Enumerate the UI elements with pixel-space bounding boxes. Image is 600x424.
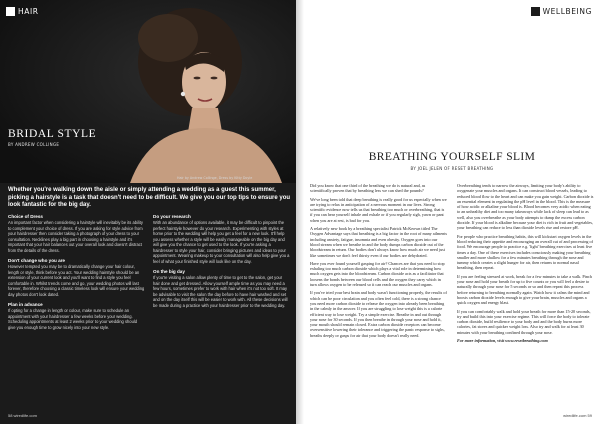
article-title: BRIDAL STYLE [8,128,97,140]
paragraph: If you're visiting a salon allow plenty of time to get to the salon, get your hair done and get dressed. Allow yourself ample time as you may need a few hours, sometimes prefer to work with hair when it's not too soft. It may be advisable to visit the salon the day before to have hair washed and set and on the day itself this will be easier to work with. All these decisions will be made during a practice with your hairdresser prior to the wedding day. [153,275,288,308]
article-title: BREATHING YOURSELF SLIM [368,151,536,163]
page-folio-left: 58 wiredlife.com [8,413,37,418]
article-lede: Whether you're walking down the aisle or simply attending a wedding as a guest this summer, picking a hairstyle is a task that doesn't need to be difficult. We give you our top tips to ensure you look fantastic for the big day. [8,187,291,209]
subheading-plan-in-advance: Plan in advance [8,302,43,307]
paragraph: We've long been told that deep breathing is really good for us especially when we are trying to relax in anticipation of a nervous moment in our lives. Strong scientific evidence now tells us that breathing too much or overbreathing, that is if you can hear yourself inhale and exhale or if you regularly sigh, yawn or pant when you are at rest, is bad for you. [310,196,447,223]
left-page-hair [0,0,296,424]
page-gutter [296,0,304,424]
section-marker-icon [6,7,15,16]
paragraph: With an abundance of options available, it may be difficult to pinpoint the perfect hairstyle however do your research. Experimenting with styles at home prior to the wedding will help you get a feel for a new look. It'll help you assess whether a style will be easily manageable on the big day and will give you the chance to get used to the look. If you're asking a hairdresser to style your hair, consider bringing pictures and ideas to your appointment. Wearing makeup to your consultation will also help give you a feel of what your finished style will look like on the day. [153,220,290,264]
paragraph: If you can comfortably walk and hold your breath for more than 15-20 seconds, try and build this into your exercise regime. This will force the body to tolerate carbon dioxide, build resilience to your body and and the body burns more calories, fat stores and quicker weight loss. Also try and walk for at least 30 minutes with your breathing confined through your nose. [457,308,591,335]
article-column-1 [310,183,447,346]
paragraph: If you've tried your best brain and body wasn't functioning properly, the results of which can be poor circulation and you often feel cold, there is a strong chance you need more carbon dioxide to release the oxygen into already been breathing in the calmly in the answer. If you are struggling to lose weight this is a calorie efficient way to lose weight. Try a simple exercise. Breathe in and out through your nose for 30 seconds. If you then breathe in through your nose and hold it, your mouth should remain closed. Extra carbon dioxide receptors can become oversensitive lowering their tolerance and triggering the panic response to sighs, breaths deeply or gasps for air that your body doesn't really need. [310,290,447,338]
paragraph: Have you ever found yourself gasping for air? Chances are that you need to stop exhaling too much carbon dioxide which plays a vital role in determining how much oxygen gets into the bloodstream. Carbon dioxide acts as a facilitator that loosens the bonds between our blood cells and the oxygen they carry which in turn allows oxygen to be released so it can reach our muscles and organs. [310,260,445,288]
page-folio-right: wiredlife.com 59 [563,413,592,418]
paragraph: For people who practice breathing habits, this will kickstart oxygen levels in the blood reducing their appetite and encouraging an overall cut of and processing of food. We encourage people to practice e.g. 'light' breathing exercises at least five times a day. One of these exercises includes consciously making your breathing smaller and more shallow for a few minutes breathing through the nose and tummy which creates a slight hunger for air, then returns to normal nasal breathing, then repeat. [457,233,594,271]
section-label: HAIR [18,7,39,16]
subheading-do-your-research: Do your research [153,214,191,219]
article-column-1 [8,214,145,335]
photo-credit: Hair by Andrew Collinge, Dress by Kitty Doyle [177,176,253,180]
right-page-wellbeing [304,0,600,424]
article-column-2 [153,214,290,335]
section-tab-hair [6,7,39,16]
section-marker-icon [531,7,540,16]
paragraph: If you are feeling stressed at work, break for a few minutes to take a walk. Pinch your nose and hold your breath for up to five counts or you will feel a desire to naturally through your nose for 5 seconds or so and then repeat this process before returning to breathing normally again. Watch how it calms the mind and boosts carbon dioxide levels enough to give your brain, muscles and organs a quick oxygen and energy blast. [457,273,592,306]
paragraph: However tempted you may be to dramatically change your hair colour, length or style, think before you act. Your wedding hairstyle should be an extension of your current look and you'll want to find a style you feel comfortable in. Whilst trends come and go, your wedding photos will last forever, therefore choosing a classic timeless look will ensure your wedding day photos don't look dated. [8,264,145,297]
article-columns [310,183,594,346]
subheading-on-the-big-day: On the big day [153,269,185,274]
bridal-hair-photo [0,0,296,183]
paragraph: A relatively new book by a breathing specialist Patrick McKeown titled The Oxygen Advantage says that breathing is a big factor in the root of many ailments including anxiety, fatigue, insomnia and even obesity. Oxygen goes into our blood stream when we breathe in and the body dumps carbon dioxide out of the bloodstream in return. Our bodies don't always know how much air we need just like sometimes we don't feel thirsty even if our bodies are dehydrated. [310,226,447,258]
more-information-link[interactable]: For more information, visit www.resetbreathing.com [457,338,548,344]
paragraph: Overbreathing tends to narrow the airways, limiting your body's ability to oxygenate your muscles and organs. It can construct blood vessels, leading to reduced blood flow to the heart and can make you gain weight. Carbon dioxide is an essential element in regulating the pH level in the blood. This is the measure of how acidic or alkaline your blood is. Blood becomes very acidic when eating to an unhealthy diet and too many takeaways while lack of sleep can lead to as well, also you overbreathe as your body attempts to dump the excess carbon dioxide. If your blood is alkaline because your diet is rich in fruit and vegetables, your breathing can reduce to less than dioxide levels rise and restore pH. [457,183,594,231]
subheading-dont-change: Don't change who you are [8,258,65,263]
paragraph: An important factor when considering a hairstyle will inevitably be its ability to complement your choice of dress. If you are asking for style advice from your hairdresser then consider taking a photograph of your dress to your consultation. Necklines play a big part in choosing a hairstyle and it's important that your hair balances out your overall look and doesn't distract from the details of the dress. [8,220,143,253]
article-byline: BY JOEL JELEN OF RESET BREATHING [410,166,494,171]
paragraph: If opting for a change in length or colour, make sure to schedule an appointment with your hairdresser a few weeks before your wedding. Scheduling appointments at least 2 weeks prior to your wedding should give you enough time to grow nicely into your new style. [8,308,138,330]
subheading-choice-of-dress: Choice of Dress [8,214,43,219]
paragraph: Did you know that one third of the breathing we do is natural and, as scientifically proven that by breathing less we can shed the pounds? [310,183,426,194]
article-columns [8,214,290,335]
article-byline: BY ANDREW COLLINGE [8,142,60,147]
section-label: WELLBEING [542,7,592,16]
bride-portrait-illustration [0,0,296,183]
article-column-2 [457,183,594,346]
section-tab-wellbeing [531,7,592,16]
